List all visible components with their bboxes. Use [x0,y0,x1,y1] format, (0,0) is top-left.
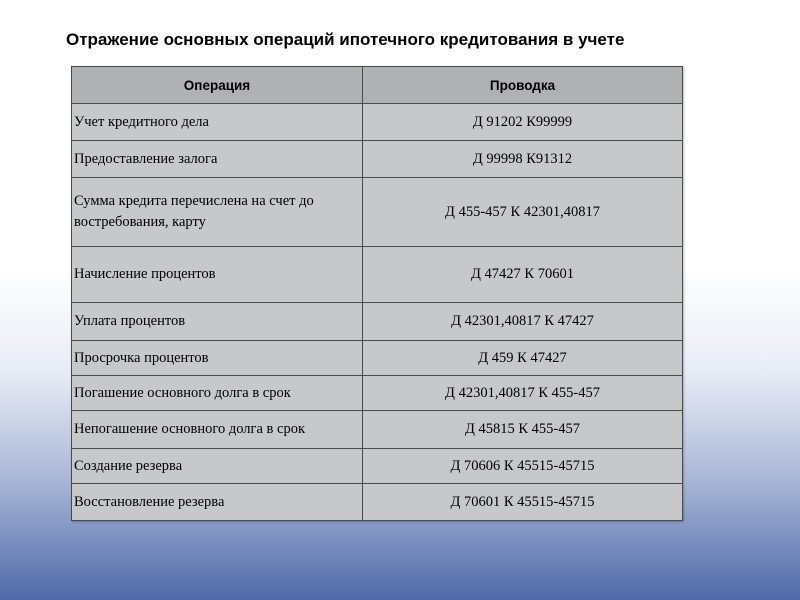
table-row [72,104,683,141]
posting-cell: Д 42301,40817 К 47427 [363,303,683,341]
table-row [72,247,683,303]
posting-cell: Д 91202 К99999 [363,104,683,141]
operation-cell: Непогашение основного долга в срок [72,411,363,449]
table-row [72,141,683,178]
column-header-posting: Проводка [363,67,683,104]
posting-cell: Д 455-457 К 42301,40817 [363,178,683,247]
posting-cell: Д 42301,40817 К 455-457 [363,376,683,411]
operations-table [71,66,683,521]
operation-cell: Сумма кредита перечислена на счет до востребования, карту [72,178,363,247]
posting-cell: Д 70606 К 45515-45715 [363,449,683,484]
table-row [72,449,683,484]
table-row [72,303,683,341]
table-row [72,376,683,411]
operation-cell: Предоставление залога [72,141,363,178]
posting-cell: Д 70601 К 45515-45715 [363,484,683,521]
operation-cell: Учет кредитного дела [72,104,363,141]
page-title: Отражение основных операций ипотечного кредитования в учете [66,30,625,49]
table-row [72,484,683,521]
posting-cell: Д 47427 К 70601 [363,247,683,303]
table-row [72,411,683,449]
operation-cell: Уплата процентов [72,303,363,341]
column-header-operation: Операция [72,67,363,104]
operation-cell: Погашение основного долга в срок [72,376,363,411]
posting-cell: Д 459 К 47427 [363,341,683,376]
operation-cell: Просрочка процентов [72,341,363,376]
posting-cell: Д 99998 К91312 [363,141,683,178]
posting-cell: Д 45815 К 455-457 [363,411,683,449]
operation-cell: Восстановление резерва [72,484,363,521]
table-row [72,178,683,247]
table-row [72,341,683,376]
operation-cell: Создание резерва [72,449,363,484]
operation-cell: Начисление процентов [72,247,363,303]
table-header-row [72,67,683,104]
